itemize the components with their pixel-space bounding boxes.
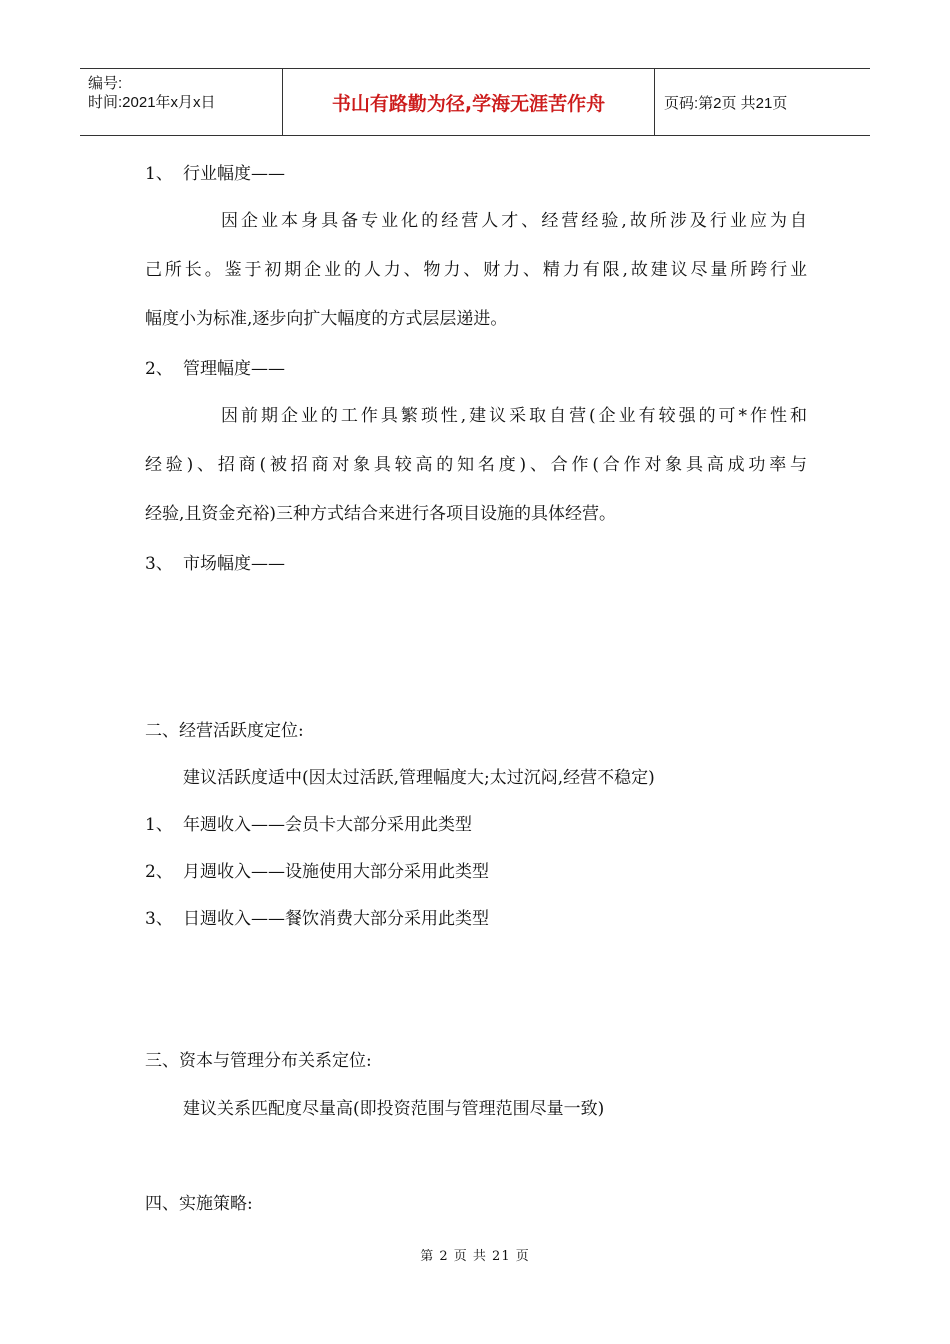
section-market-heading: [145, 549, 285, 574]
page-footer: 第 2 页 共 21 页: [420, 1249, 530, 1264]
paragraph-line: 因企业本身具备专业化的经营人才、经营经验,故所涉及行业应为自: [221, 211, 807, 231]
advice-three: 建议关系匹配度尽量高(即投资范围与管理范围尽量一致): [183, 1099, 605, 1119]
income-item: [145, 857, 489, 882]
item-number: 1、: [145, 815, 173, 835]
paragraph-management: [145, 392, 807, 539]
item-text: 月週收入——设施使用大部分采用此类型: [183, 862, 489, 882]
advice-two: 建议活跃度适中(因太过活跃,管理幅度大;太过沉闷,经营不稳定): [183, 768, 655, 788]
item-number: 2、: [145, 862, 173, 882]
section-number: 2、: [145, 359, 173, 379]
section-industry-heading: [145, 159, 285, 184]
section-title: 管理幅度——: [183, 359, 285, 379]
paragraph-line: 幅度小为标准,逐步向扩大幅度的方式层层递进。: [145, 309, 508, 329]
income-item: [145, 810, 472, 835]
item-text: 日週收入——餐饮消费大部分采用此类型: [183, 909, 489, 929]
item-number: 3、: [145, 909, 173, 929]
page-header: [80, 68, 870, 136]
section-management-heading: [145, 354, 285, 379]
section-title: 行业幅度——: [183, 164, 285, 184]
header-left-cell: [80, 69, 282, 135]
paragraph-line: 己所长。鉴于初期企业的人力、物力、财力、精力有限,故建议尽量所跨行业: [145, 260, 807, 280]
header-motto: 书山有路勤为径,学海无涯苦作舟: [282, 69, 655, 135]
item-text: 年週收入——会员卡大部分采用此类型: [183, 815, 472, 835]
section-number: 1、: [145, 164, 173, 184]
heading-three: 三、资本与管理分布关系定位:: [145, 1051, 372, 1071]
section-number: 3、: [145, 554, 173, 574]
heading-two: 二、经营活跃度定位:: [145, 721, 304, 741]
time-label: 时间:2021年x月x日: [88, 94, 216, 111]
paragraph-line: 经验,且资金充裕)三种方式结合来进行各项目设施的具体经营。: [145, 504, 617, 524]
code-label: 编号:: [88, 75, 123, 92]
section-title: 市场幅度——: [183, 554, 285, 574]
paragraph-line: 因前期企业的工作具繁琐性,建议采取自营(企业有较强的可*作性和: [221, 406, 807, 426]
paragraph-line: 经验)、招商(被招商对象具较高的知名度)、合作(合作对象具高成功率与: [145, 455, 807, 475]
income-item: [145, 904, 489, 929]
paragraph-industry: [145, 197, 807, 344]
header-page-code: 页码:第2页 共21页: [664, 94, 788, 112]
heading-four: 四、实施策略:: [145, 1194, 253, 1214]
